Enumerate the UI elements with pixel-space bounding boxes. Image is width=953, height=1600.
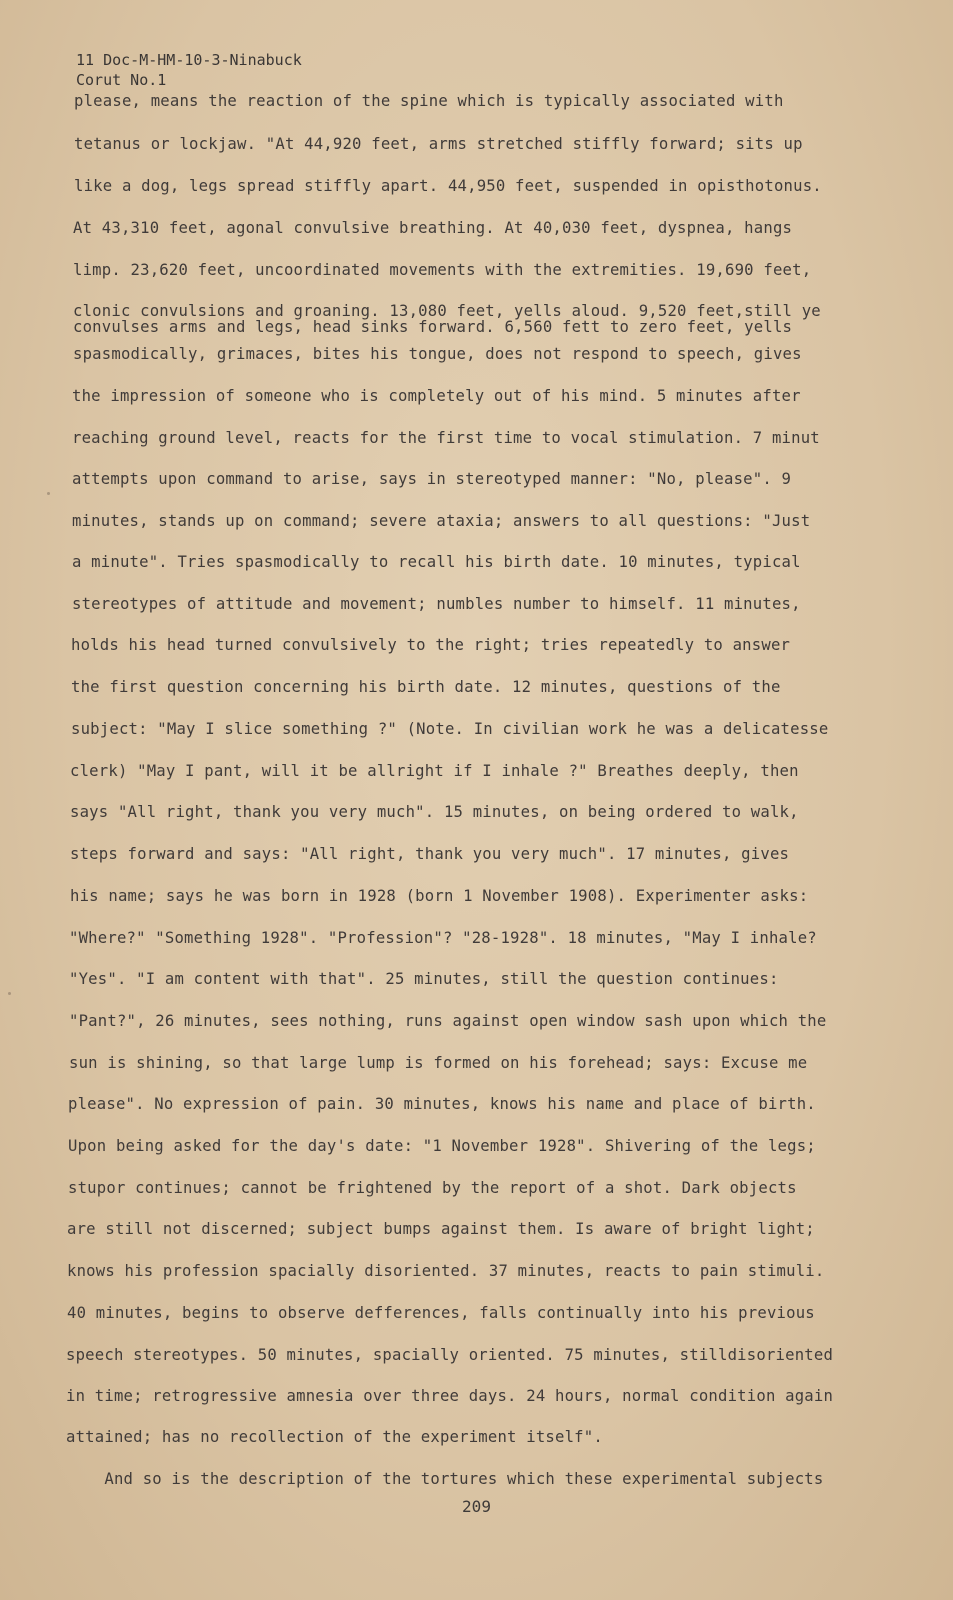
text-line: the first question concerning his birth date. 12 minutes, questions of the [71,678,781,696]
text-line: attained; has no recollection of the experiment itself". [66,1428,603,1446]
text-line: convulses arms and legs, head sinks forward. 6,560 fett to zero feet, yells [73,318,793,336]
text-line: in time; retrogressive amnesia over three days. 24 hours, normal condition again [66,1387,834,1405]
text-line: his name; says he was born in 1928 (born 1 November 1908). Experimenter asks: [70,887,809,905]
document-reference: 11 Doc-M-HM-10-3-Ninabuck [76,51,302,69]
text-line: says "All right, thank you very much". 15 minutes, on being ordered to walk, [70,803,799,821]
text-line: clerk) "May I pant, will it be allright if I inhale ?" Breathes deeply, then [70,762,799,780]
text-line: "Pant?", 26 minutes, sees nothing, runs against open window sash upon which the [69,1012,827,1030]
text-line: the impression of someone who is completely out of his mind. 5 minutes after [72,387,801,405]
text-line: please". No expression of pain. 30 minutes, knows his name and place of birth. [68,1095,816,1113]
text-line: holds his head turned convulsively to the right; tries repeatedly to answer [71,636,791,654]
text-line: "Yes". "I am content with that". 25 minutes, still the question continues: [69,970,779,988]
text-line: steps forward and says: "All right, thank you very much". 17 minutes, gives [70,845,790,863]
text-line: At 43,310 feet, agonal convulsive breathing. At 40,030 feet, dyspnea, hangs [73,219,793,237]
text-line: a minute". Tries spasmodically to recall his birth date. 10 minutes, typical [72,553,801,571]
text-line: "Where?" "Something 1928". "Profession"? "28-1928". 18 minutes, "May I inhale? [69,929,817,947]
paper-speck [47,492,50,495]
text-line: sun is shining, so that large lump is formed on his forehead; says: Excuse me [69,1054,808,1072]
text-line: minutes, stands up on command; severe ataxia; answers to all questions: "Just [72,512,811,530]
paper-speck [8,992,11,995]
page-number: 209 [462,1497,491,1516]
document-header [76,50,302,90]
court-number: Corut No.1 [76,71,167,89]
text-line: please, means the reaction of the spine which is typically associated with [74,92,784,110]
text-line: limp. 23,620 feet, uncoordinated movements with the extremities. 19,690 feet, [73,261,812,279]
text-line: tetanus or lockjaw. "At 44,920 feet, arms stretched stiffly forward; sits up [74,135,803,153]
text-line: Upon being asked for the day's date: "1 November 1928". Shivering of the legs; [68,1137,816,1155]
text-line: spasmodically, grimaces, bites his tongue, does not respond to speech, gives [73,345,802,363]
text-line: And so is the description of the tortures which these experimental subjects [66,1470,824,1488]
text-line: 40 minutes, begins to observe defferences, falls continually into his previous [67,1304,815,1322]
text-line: subject: "May I slice something ?" (Note. In civilian work he was a delicatesse [71,720,829,738]
text-line: are still not discerned; subject bumps against them. Is aware of bright light; [67,1220,815,1238]
text-line: stereotypes of attitude and movement; numbles number to himself. 11 minutes, [72,595,801,613]
text-line: reaching ground level, reacts for the first time to vocal stimulation. 7 minut [72,429,820,447]
text-line: knows his profession spacially disoriented. 37 minutes, reacts to pain stimuli. [67,1262,825,1280]
text-line: like a dog, legs spread stiffly apart. 44,950 feet, suspended in opisthotonus. [74,177,822,195]
text-line: attempts upon command to arise, says in stereotyped manner: "No, please". 9 [72,470,792,488]
text-line: stupor continues; cannot be frightened by the report of a shot. Dark objects [68,1179,797,1197]
text-line: clonic convulsions and groaning. 13,080 feet, yells aloud. 9,520 feet,still ye [73,302,821,320]
text-line: speech stereotypes. 50 minutes, spacially oriented. 75 minutes, stilldisoriented [66,1346,834,1364]
